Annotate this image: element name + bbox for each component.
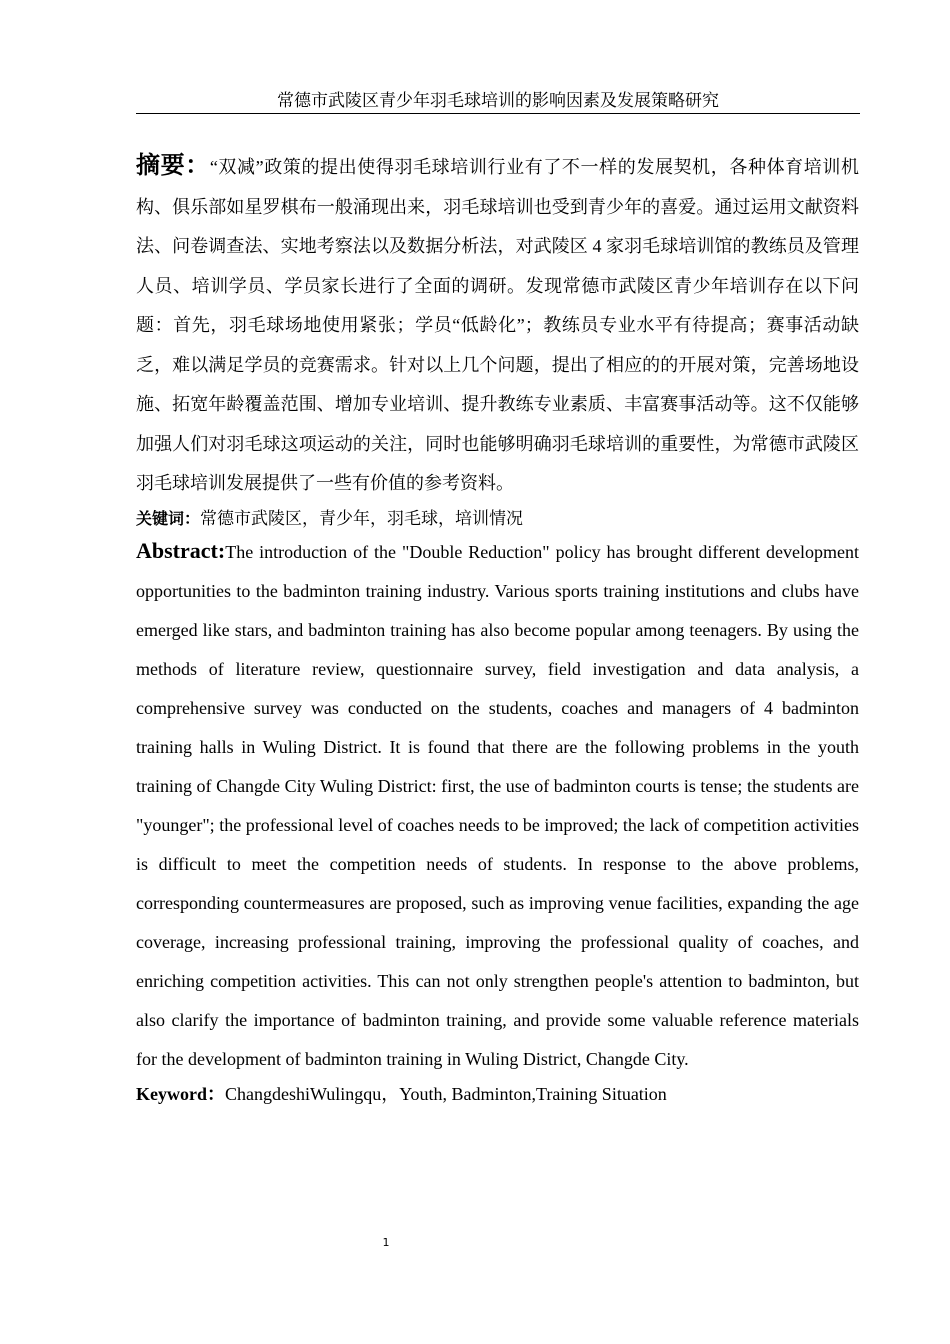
- running-header: 常德市武陵区青少年羽毛球培训的影响因素及发展策略研究: [136, 90, 860, 114]
- english-abstract: [136, 531, 859, 1079]
- english-abstract-label: Abstract:: [136, 537, 226, 563]
- chinese-keywords-text: 常德市武陵区，青少年，羽毛球，培训情况: [200, 508, 524, 528]
- english-keywords-text: ChangdeshiWulingqu，Youth, Badminton,Training Situation: [225, 1083, 667, 1104]
- abstract-section: [136, 146, 859, 1109]
- chinese-abstract-text: “双减”政策的提出使得羽毛球培训行业有了不一样的发展契机，各种体育培训机构、俱乐部如星罗棋布一般涌现出来，羽毛球培训也受到青少年的喜爱。通过运用文献资料法、问卷调查法、实地考察法以及数据分析法，对武陵区 4 家羽毛球培训馆的教练员及管理人员、培训学员、学员家长进行了全面的调研。发现常德市武陵区青少年培训存在以下问题：首先，羽毛球场地使用紧张；学员“低龄化”；教练员专业水平有待提高；赛事活动缺乏，难以满足学员的竞赛需求。针对以上几个问题，提出了相应的的开展对策，完善场地设施、拓宽年龄覆盖范围、增加专业培训、提升教练专业素质、丰富赛事活动等。这不仅能够加强人们对羽毛球这项运动的关注，同时也能够明确羽毛球培训的重要性，为常德市武陵区羽毛球培训发展提供了一些有价值的参考资料。: [136, 157, 860, 493]
- chinese-keywords-label: 关键词：: [136, 508, 201, 528]
- chinese-keywords: [136, 507, 859, 531]
- page-number: 1: [382, 1236, 390, 1249]
- english-abstract-text: The introduction of the "Double Reduction" policy has brought different development opportunities to the badminton training industry. Various sports training institutions and clubs have emerged like stars, and badminton training has also become popular among teenagers. By using the methods of literature review, questionnaire survey, field investigation and data analysis, a comprehensive survey was conducted on the students, coaches and managers of 4 badminton training halls in Wuling District. It is found that there are the following problems in the youth training of Changde City Wuling District: first, the use of badminton courts is tense; the students are "younger"; the professional level of coaches needs to be improved; the lack of competition activities is difficult to meet the competition needs of students. In response to the above problems, corresponding countermeasures are proposed, such as improving venue facilities, expanding the age coverage, increasing professional training, improving the professional quality of coaches, and enriching competition activities. This can not only strengthen people's attention to badminton, but also clarify the importance of badminton training, and provide some valuable reference materials for the development of badminton training in Wuling District, Changde City.: [136, 541, 859, 1069]
- english-keywords-label: Keyword：: [136, 1083, 225, 1104]
- english-keywords: [136, 1079, 859, 1109]
- chinese-abstract: [136, 146, 859, 504]
- chinese-abstract-label: 摘要：: [136, 151, 210, 179]
